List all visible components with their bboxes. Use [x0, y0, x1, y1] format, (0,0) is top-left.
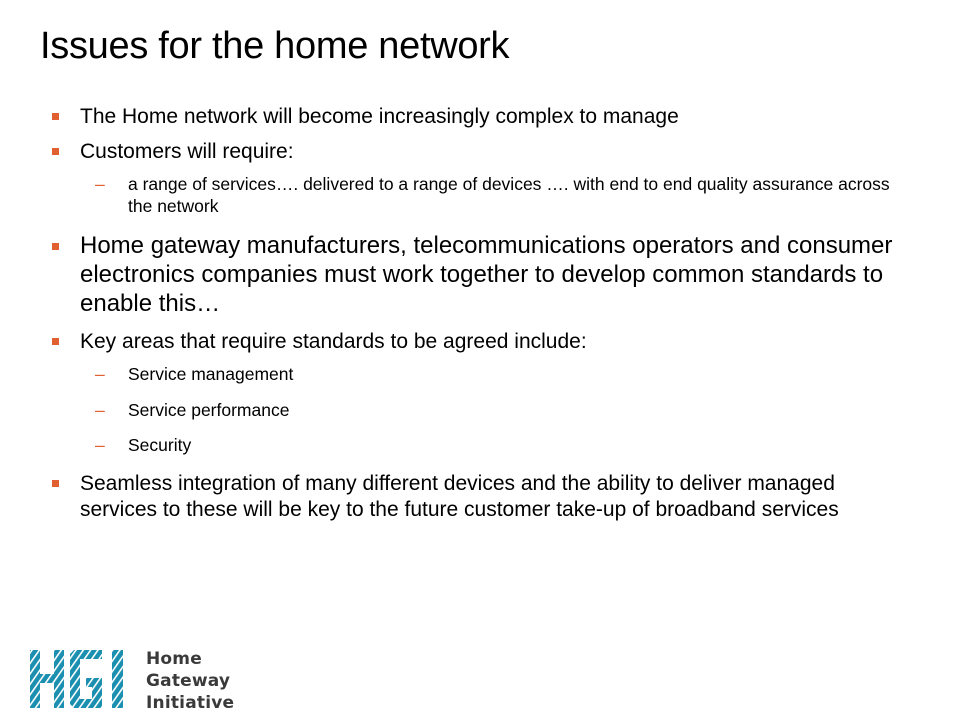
sub-bullet-text: Service management	[128, 363, 294, 384]
sub-bullet-item	[50, 400, 910, 422]
square-bullet-icon	[52, 113, 59, 120]
dash-bullet-icon: –	[95, 363, 105, 384]
bullet-item	[50, 104, 910, 129]
sub-bullet-item	[50, 364, 910, 386]
dash-bullet-icon: –	[95, 174, 105, 195]
bullet-text: Key areas that require standards to be agreed include:	[80, 329, 587, 353]
bullet-text: Customers will require:	[80, 140, 294, 164]
square-bullet-icon	[52, 338, 59, 345]
bullet-list	[50, 104, 910, 532]
slide-title: Issues for the home network	[40, 25, 510, 67]
square-bullet-icon	[52, 480, 59, 487]
dash-bullet-icon: –	[95, 435, 105, 456]
sub-bullet-text: Security	[128, 435, 192, 456]
square-bullet-icon	[52, 243, 59, 250]
sub-bullet-text: Service performance	[128, 399, 290, 420]
bullet-item	[50, 329, 910, 354]
sub-bullet-item	[50, 435, 910, 457]
logo-line: Initiative	[146, 693, 235, 713]
square-bullet-icon	[52, 148, 59, 155]
bullet-item	[50, 471, 910, 521]
bullet-item	[50, 232, 910, 318]
logo-line: Gateway	[146, 671, 231, 691]
hgi-logo-mark-icon	[28, 644, 140, 714]
bullet-text: Seamless integration of many different devices and the ability to deliver managed services to these will be key to the future customer take-up of broadband services	[80, 472, 839, 521]
dash-bullet-icon: –	[95, 399, 105, 420]
sub-bullet-item	[50, 174, 910, 218]
hgi-logo	[28, 644, 238, 716]
sub-bullet-text: a range of services…. delivered to a range of devices …. with end to end quality assurance across the network	[128, 174, 890, 217]
bullet-item	[50, 139, 910, 164]
logo-line: Home	[146, 649, 202, 669]
bullet-text: The Home network will become increasingly complex to manage	[80, 105, 679, 128]
bullet-text: Home gateway manufacturers, telecommunications operators and consumer electronics companies must work together to develop common standards to enable this…	[80, 232, 893, 317]
logo-wordmark	[146, 648, 234, 714]
